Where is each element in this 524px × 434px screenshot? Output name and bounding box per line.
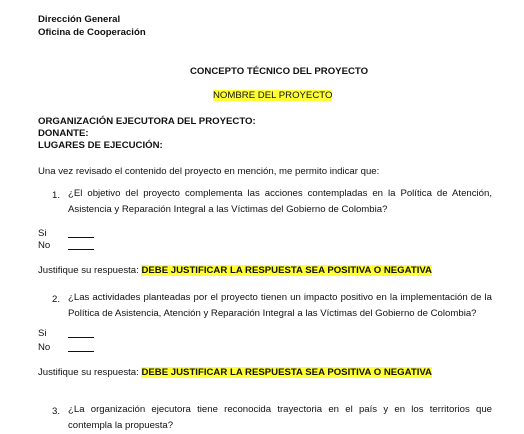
project-name-placeholder <box>213 90 332 101</box>
justify-highlight: DEBE JUSTIFICAR LA RESPUESTA SEA POSITIVA O NEGATIVA <box>141 265 432 276</box>
field-organization: ORGANIZACIÓN EJECUTORA DEL PROYECTO: <box>38 116 256 127</box>
question-1-text: ¿El objetivo del proyecto complementa las acciones contempladas en la Política de Atención, Asistencia y Reparación Integral a las Víctimas del Gobierno de Colombia? <box>68 188 492 215</box>
project-name-text: NOMBRE DEL PROYECTO <box>213 90 333 101</box>
question-2-yes <box>38 328 47 339</box>
question-2-no <box>38 342 50 353</box>
question-2-number: 2. <box>52 294 61 305</box>
no-label: No <box>38 240 51 251</box>
field-donor: DONANTE: <box>38 128 89 139</box>
justify-label: Justifique su respuesta: <box>38 367 139 378</box>
question-1-no-blank[interactable] <box>68 241 94 250</box>
intro-text: Una vez revisado el contenido del proyecto en mención, me permito indicar que: <box>38 166 380 177</box>
question-2-justify <box>38 367 432 378</box>
question-2-yes-blank[interactable] <box>68 329 94 338</box>
justify-label: Justifique su respuesta: <box>38 265 139 276</box>
yes-label: Si <box>38 328 47 339</box>
justify-highlight: DEBE JUSTIFICAR LA RESPUESTA SEA POSITIVA O NEGATIVA <box>141 367 432 378</box>
question-2-text: ¿Las actividades planteadas por el proyecto tienen un impacto positivo en la implementación de la Política de Asistencia, Atención y Reparación Integral a las Víctimas del Gobierno de Colombia? <box>68 292 492 319</box>
org-line-2: Oficina de Cooperación <box>38 27 146 38</box>
yes-label: Si <box>38 228 47 239</box>
question-3-text: ¿La organización ejecutora tiene reconocida trayectoria en el país y en los territorios que contempla la propuesta? <box>68 404 492 431</box>
field-locations: LUGARES DE EJECUCIÓN: <box>38 140 163 151</box>
question-1-no <box>38 240 50 251</box>
question-1-number: 1. <box>52 190 61 201</box>
question-1-yes-blank[interactable] <box>68 229 94 238</box>
org-line-1: Dirección General <box>38 14 121 25</box>
question-3-number: 3. <box>52 406 61 417</box>
no-label: No <box>38 342 51 353</box>
document-title: CONCEPTO TÉCNICO DEL PROYECTO <box>190 66 369 77</box>
question-1-yes <box>38 228 47 239</box>
question-1-justify <box>38 265 432 276</box>
question-2-no-blank[interactable] <box>68 343 94 352</box>
